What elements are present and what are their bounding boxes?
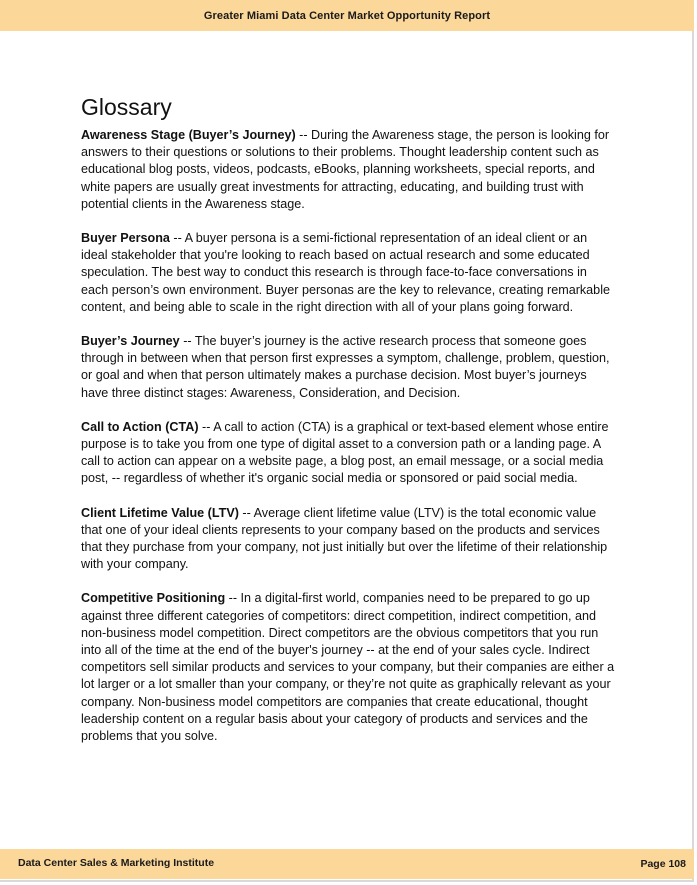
glossary-term: Call to Action (CTA) (81, 419, 199, 434)
glossary-definition: -- The buyer’s journey is the active research process that someone goes through in between when that person first expresses a symptom, challenge, problem, question, or goal and when that person ultimately makes a purchase decision. Most buyer’s journeys have three distinct stages: Awareness, Consideration, and Decision. (81, 334, 610, 400)
main-content (81, 93, 617, 762)
glossary-definition: -- In a digital-first world, companies need to be prepared to go up against three different categories of competitors: direct competition, indirect competition, and non-business model competition. Direct competitors are the obvious competitors that you run into all of the time at the end of the buyer's journey -- at the end of your sales cycle. Indirect competitors sell similar products and services to your company, but their companies are either a lot larger or a lot smaller than your company, or they’re not quite as graphically relevant as your company. Non-business model competitors are companies that create educational, thought leadership content on a regular basis about your category of products and services and the problems that you solve. (81, 591, 615, 744)
glossary-term: Client Lifetime Value (LTV) (81, 505, 239, 520)
header-title: Greater Miami Data Center Market Opportunity Report (203, 9, 491, 22)
glossary-definition: -- A call to action (CTA) is a graphical or text-based element whose entire purpose is to take you from one type of digital asset to a conversion path or a landing page. A call to action can appear on a website page, a blog post, an email message, or a social media post, -- regardless of whether it's organic social media or sponsored or paid social media. (81, 419, 609, 486)
glossary-term: Buyer’s Journey (81, 334, 180, 349)
glossary-entry-buyer-persona (81, 230, 617, 316)
glossary-term: Buyer Persona (81, 231, 170, 246)
glossary-entry-call-to-action (81, 419, 617, 488)
page-title: Glossary (81, 94, 172, 120)
page-number: Page 108 (640, 858, 686, 870)
glossary-entry-competitive-positioning (81, 590, 617, 745)
glossary-definition: -- During the Awareness stage, the person is looking for answers to their questions or solutions to their problems. Thought leadership content such as educational blog posts, videos, podcasts, eBooks, planning worksheets, special reports, and white papers are usually great investments for attracting, educating, and building trust with potential clients in the Awareness stage. (81, 128, 610, 211)
glossary-definition: -- A buyer persona is a semi-fictional representation of an ideal client or an ideal stakeholder that you're looking to reach based on actual research and some educated speculation. The best way to conduct this research is through face-to-face conversations in each person’s own environment. Buyer personas are the key to relevance, creating remarkable content, and being able to scale in the right direction with all of your plans going forward. (81, 231, 610, 314)
page-footer (0, 849, 694, 879)
glossary-entry-awareness-stage (81, 127, 617, 213)
glossary-term: Awareness Stage (Buyer’s Journey) (81, 128, 296, 142)
glossary-entry-buyers-journey (81, 333, 617, 402)
page-header (0, 0, 694, 31)
glossary-definition: -- Average client lifetime value (LTV) is the total economic value that one of your ideal clients represents to your company based on the products and services that they purchase from your company, not just initially but over the lifetime of their relationship with your company. (81, 505, 608, 572)
footer-publisher: Data Center Sales & Marketing Institute (18, 857, 215, 869)
glossary-term: Competitive Positioning (81, 591, 226, 606)
glossary-entry-client-lifetime-value (81, 505, 617, 574)
